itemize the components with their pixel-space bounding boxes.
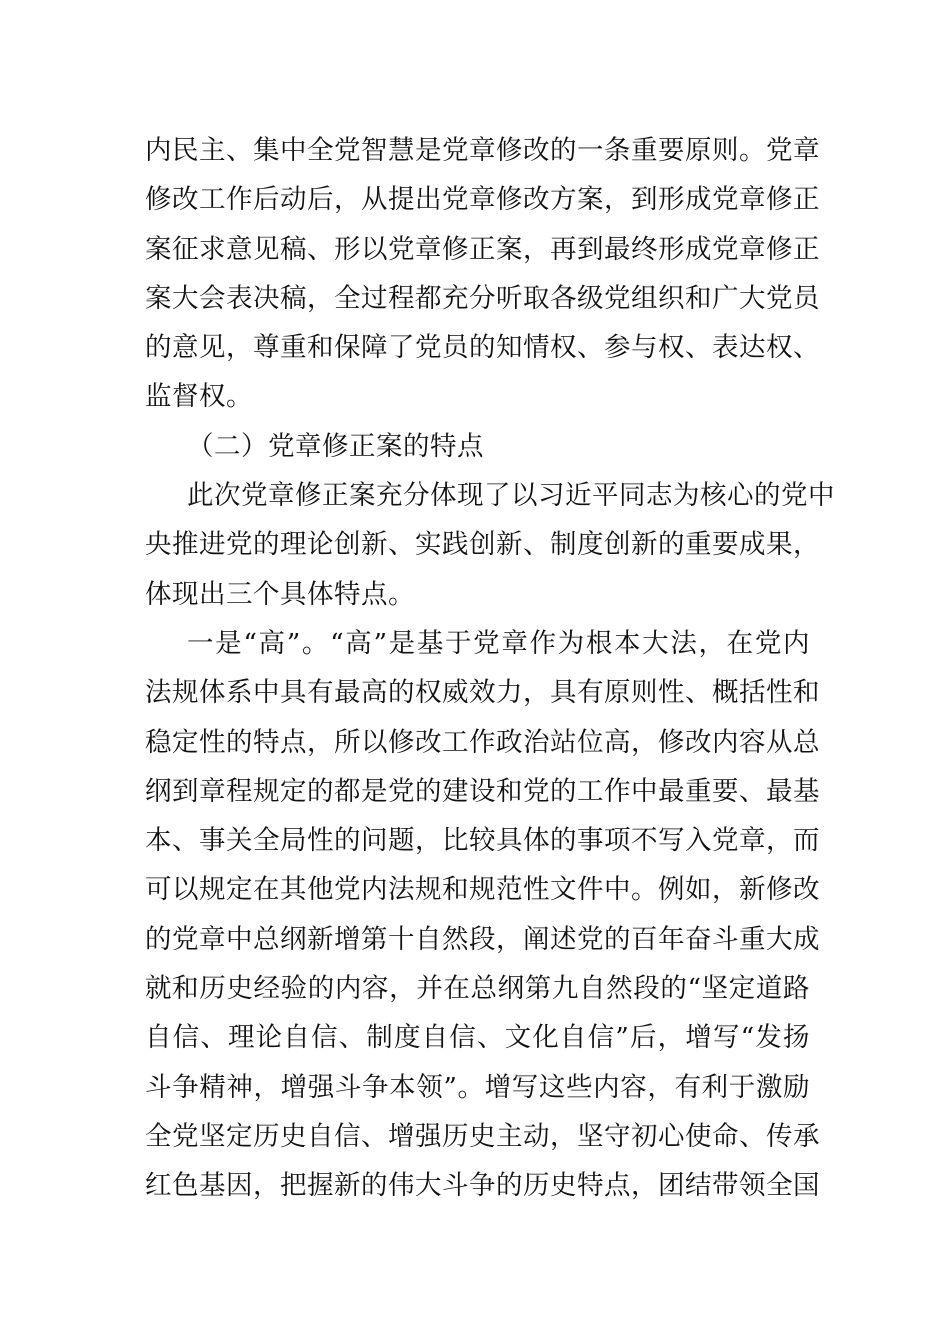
document-body	[145, 126, 835, 1211]
text-line: 全党坚定历史自信、增强历史主动，坚守初心使命、传承	[145, 1120, 820, 1152]
text-line: 此次党章修正案充分体现了以习近平同志为核心的党中	[187, 480, 835, 512]
text-line: 斗争精神，增强斗争本领”。增写这些内容，有利于激励	[145, 1071, 810, 1103]
text-line: 修改工作后动后，从提出党章修改方案，到形成党章修正	[145, 184, 820, 216]
text-line: 体现出三个具体特点。	[145, 578, 415, 610]
text-line: 本、事关全局性的问题，比较具体的事项不写入党章，而	[145, 825, 820, 857]
text-line: 纲到章程规定的都是党的建设和党的工作中最重要、最基	[145, 775, 820, 807]
text-line: 红色基因，把握新的伟大斗争的历史特点，团结带领全国	[145, 1170, 820, 1202]
text-line: 案征求意见稿、形以党章修正案，再到最终形成党章修正	[145, 233, 820, 265]
text-line: 法规体系中具有最高的权威效力，具有原则性、概括性和	[145, 677, 820, 709]
text-line: 监督权。	[145, 381, 253, 413]
text-line: 央推进党的理论创新、实践创新、制度创新的重要成果，	[145, 529, 820, 561]
text-line: 的党章中总纲新增第十自然段，阐述党的百年奋斗重大成	[145, 923, 820, 955]
section-heading: （二）党章修正案的特点	[187, 430, 484, 462]
text-line: 自信、理论自信、制度自信、文化自信”后，增写“发扬	[145, 1022, 810, 1054]
text-line: 可以规定在其他党内法规和规范性文件中。例如，新修改	[145, 874, 820, 906]
text-line: 就和历史经验的内容，并在总纲第九自然段的“坚定道路	[145, 973, 810, 1005]
text-line: 的意见，尊重和保障了党员的知情权、参与权、表达权、	[145, 332, 820, 364]
text-line: 内民主、集中全党智慧是党章修改的一条重要原则。党章	[145, 135, 820, 166]
text-line: 案大会表决稿，全过程都充分听取各级党组织和广大党员	[145, 282, 820, 314]
text-line: 稳定性的特点，所以修改工作政治站位高，修改内容从总	[145, 726, 820, 758]
text-line: 一是“高”。“高”是基于党章作为根本大法，在党内	[187, 627, 810, 659]
